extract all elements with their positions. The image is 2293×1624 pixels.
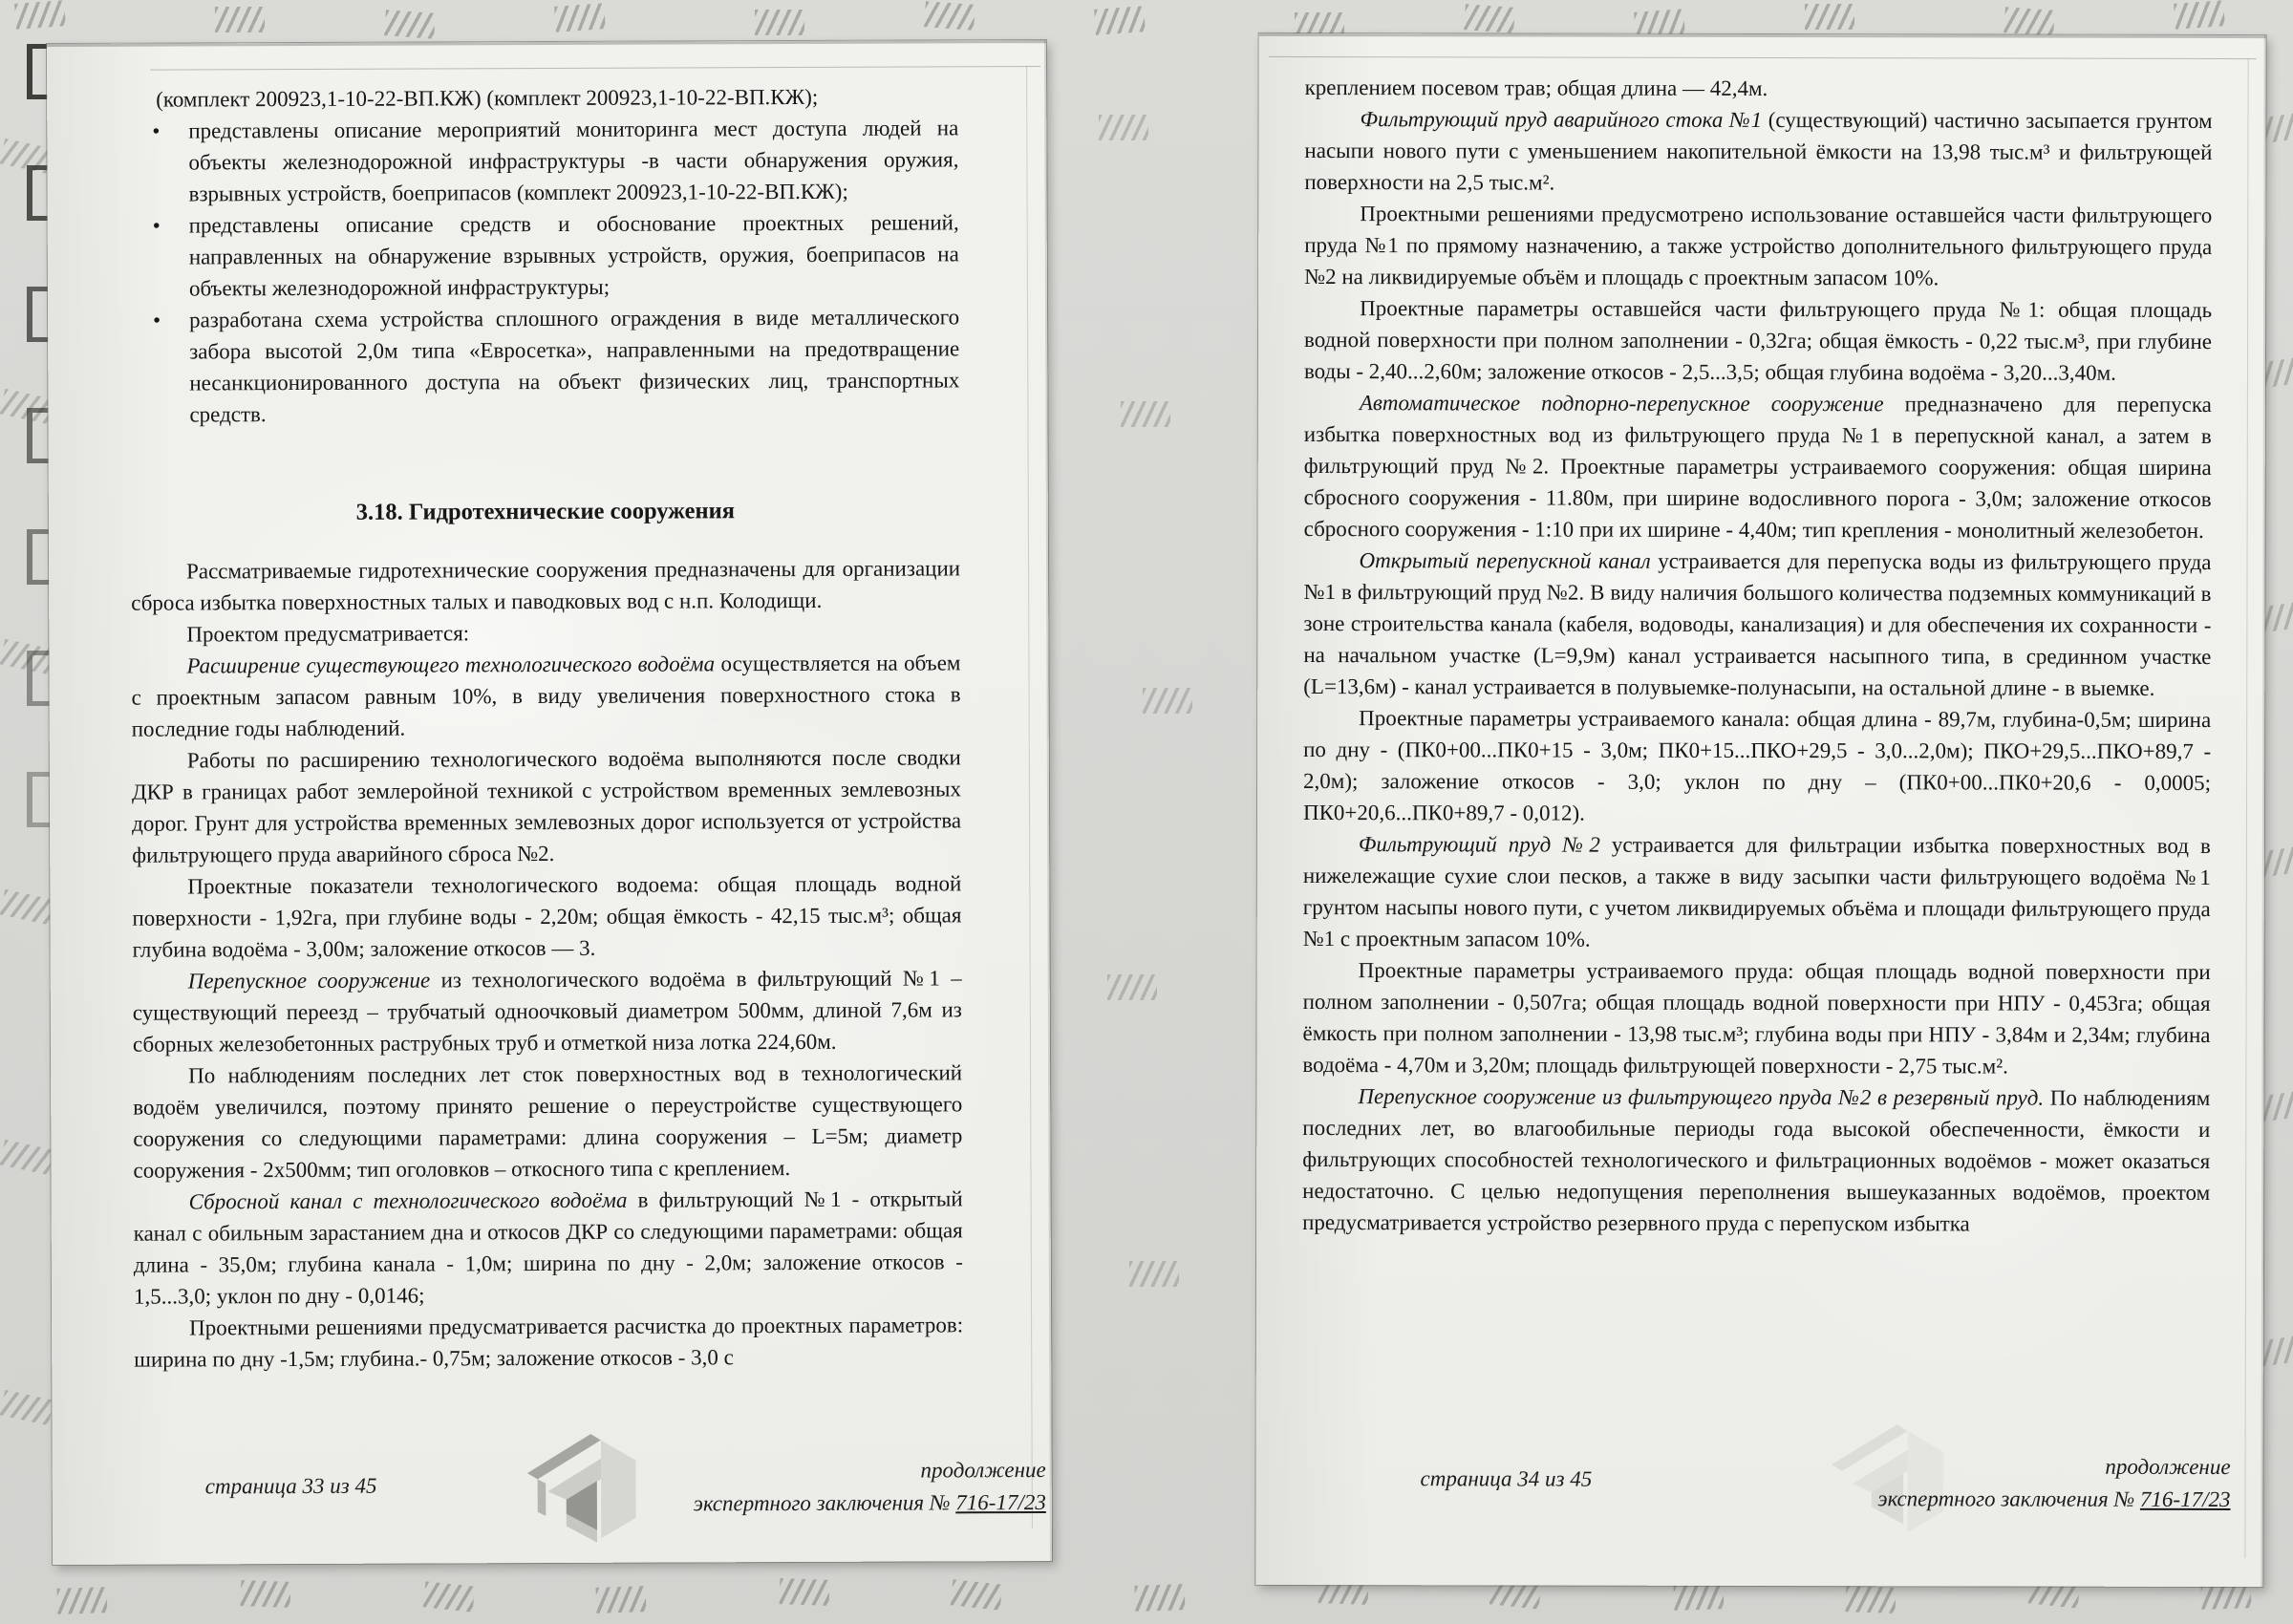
paragraph bbox=[1304, 198, 2212, 294]
conclusion-number: 716-17/23 bbox=[955, 1490, 1046, 1515]
hatch-mark bbox=[1107, 974, 1157, 1000]
paragraph bbox=[1304, 292, 2212, 389]
hatch-mark bbox=[2004, 7, 2055, 36]
paragraph-lead: Сбросной канал с технологического водоёма bbox=[188, 1187, 628, 1214]
paragraph-text: Проектом предусматривается: bbox=[186, 621, 470, 647]
paragraph-text: Проектные параметры оставшейся части фильтрующего пруда №1: общая площадь водной поверхности при полном заполнении - 0,32га; общая ёмкость - 0,22 тыс.м³, при глубине воды - 2,40...2,60м; заложение откосов - 2,5...3,5; общая глубина водоёма - 3,20...3,40м. bbox=[1303, 296, 2213, 385]
paragraph-text: креплением посевом трав; общая длина — 42,4м. bbox=[1304, 75, 1768, 101]
bullet-item: • представлены описание средств и обоснование проектных решений, направленных на обнаружение взрывных устройств, оружия, боеприпасов на объекты железнодорожной инфраструктуры; bbox=[130, 206, 959, 304]
paragraph-text: устраивается для фильтрации избытка поверхностных вод в нижележащие сухие слои песков, а также в виду засыпки части фильтрующего водоёма №1 грунтом насыпы нового пути, с учетом ликвидируемых объёма и площади фильтрующего пруда №1 с проектным запасом 10%. bbox=[1302, 832, 2211, 951]
paragraph-text: По наблюдениям последних лет сток поверхностных вод в технологический водоём увеличился, поэтому принято решение о переустройстве существующего сооружения со следующими параметрами: длина сооружения – L=5м; диаметр сооружения - 2х500мм; тип оголовков – откосного типа с креплением. bbox=[133, 1060, 963, 1183]
paragraph bbox=[1302, 954, 2210, 1082]
hatch-mark bbox=[1846, 1586, 1897, 1613]
paragraph-text: Проектные параметры устраиваемого пруда: общая площадь водной поверхности при полном заполнении - 0,507га; общая площадь водной поверхности при НПУ - 0,453га; общая ёмкость при полном заполнении - 13,98 тыс.м³; глубина воды при НПУ - 3,84м и 2,34м; глубина водоёма - 4,70м и 3,20м; площадь фильтрующей поверхности - 2,75 тыс.м². bbox=[1302, 958, 2211, 1079]
hatch-mark bbox=[57, 1587, 108, 1614]
hatch-mark bbox=[2259, 1335, 2293, 1367]
page-text-column bbox=[1302, 72, 2213, 1240]
paragraph-lead: Перепускное сооружение из фильтрующего пруда №2 в резервный пруд. bbox=[1358, 1084, 2045, 1110]
hatch-mark bbox=[241, 1580, 291, 1608]
hatch-mark bbox=[596, 1586, 647, 1613]
continuation-note-line1: продолжение bbox=[2105, 1454, 2231, 1480]
binding-mark bbox=[27, 651, 52, 706]
paragraph-text: в фильтрующий №1 - открытый канал с обильным зарастанием дна и откосов ДКР со следующими параметрами: общая длина - 35,0м; глубина канала - 1,0м; ширина по дну - 2,0м; заложение откосов - 1,5...3,0; уклон по дну - 0,0146; bbox=[133, 1186, 963, 1309]
paragraph bbox=[133, 1057, 963, 1186]
page-edge-line bbox=[1026, 66, 1033, 1528]
hatch-mark bbox=[1135, 1584, 1186, 1612]
paragraph-lead: Фильтрующий пруд №2 bbox=[1358, 832, 1600, 857]
hatch-mark bbox=[0, 1140, 54, 1175]
hatch-mark bbox=[1121, 401, 1170, 427]
paragraph-lead: Открытый перепускной канал bbox=[1359, 548, 1651, 573]
bullet-item: • представлены описание мероприятий мониторинга мест доступа людей на объекты железнодорожной инфраструктуры -в части обнаружения оружия, взрывных устройств, боеприпасов (комплект 200923,1-10-22-ВП.КЖ); bbox=[129, 112, 958, 209]
paragraph-text: Проектные показатели технологического водоема: общая площадь водной поверхности - 1,92га, при глубине воды - 2,20м; общая ёмкость - 42,15 тыс.м³; общая глубина водоёма - 3,00м; заложение откосов — 3. bbox=[132, 871, 962, 962]
paragraph-text: По наблюдениям последних лет, во влагообильные периоды года высокой обеспеченности, ёмкости и фильтрующих способностей технологического и фильтрационных водоёмов - может оказаться недостаточно. С целью недопущения переполнения вышеуказанных водоёмов, проектом предусматривается устройство резервного пруда с перепуском избытка bbox=[1302, 1085, 2211, 1236]
paragraph bbox=[1304, 103, 2212, 200]
paragraph-lead: Фильтрующий пруд аварийного стока №1 bbox=[1360, 107, 1763, 133]
hatch-mark bbox=[951, 1580, 1003, 1611]
hatch-mark bbox=[924, 1, 975, 31]
paragraph bbox=[133, 962, 962, 1059]
page-edge-line bbox=[150, 66, 1040, 71]
paragraph bbox=[134, 1183, 964, 1312]
paragraph bbox=[1303, 702, 2211, 830]
conclusion-number: 716-17/23 bbox=[2139, 1486, 2231, 1512]
hatch-mark bbox=[0, 889, 54, 925]
page-footer bbox=[52, 1418, 1052, 1565]
page-left bbox=[47, 40, 1052, 1565]
paragraph-text: осуществляется на объем с проектным запасом равным 10%, в виду увеличения поверхностного стока в последние годы наблюдений. bbox=[131, 651, 961, 741]
paragraph-text: Работы по расширению технологического водоёма выполняются после сводки ДКР в границах работ землеройной техникой с устройством временных землевозных дорог. Грунт для устройства временных землевозных дорог используется от устройства фильтрующего пруда аварийного сброса №2. bbox=[131, 745, 962, 867]
page-edge-line bbox=[2244, 58, 2248, 1558]
continuation-note bbox=[694, 1454, 1046, 1520]
page-number-label: страница 34 из 45 bbox=[1420, 1466, 1593, 1491]
paragraph bbox=[1303, 828, 2211, 956]
hatch-mark bbox=[1805, 4, 1854, 30]
paragraph bbox=[134, 1309, 963, 1375]
paragraph-text: предназначено для перепуска избытка поверхностных вод из фильтрующего пруда №1 в перепускной канал, а затем в фильтрующий пруд №2. Проектные параметры устраиваемого сооружения: общая ширина сбросного сооружения - 11.80м, при ширине водосливного порога - 3,0м; заложение откосов сбросного сооружения - 1:10 при их ширине - 4,40м; тип крепления - монолитный железобетон. bbox=[1303, 392, 2212, 543]
hatch-mark bbox=[1674, 1583, 1725, 1611]
paragraph bbox=[131, 615, 960, 650]
hatch-mark bbox=[2259, 1090, 2293, 1122]
paragraph-text: Проектные параметры устраиваемого канала: общая длина - 89,7м, глубина-0,5м; ширина по дну - (ПК0+00...ПК0+15 - 3,0м; ПК0+15...ПКО+29,5 - 3,0...2,0м); ПКО+29,5...ПКО+89,7 - 2,0м); заложение откосов - 3,0; уклон по дну – (ПК0+00...ПК0+20,6 - 0,0005; ПК0+20,6...ПК0+89,7 - 0,012). bbox=[1302, 706, 2212, 825]
paragraph bbox=[1303, 545, 2211, 704]
paragraph-lead: Автоматическое подпорно-перепускное сооружение bbox=[1359, 391, 1884, 417]
bullet-item: • разработана схема устройства сплошного ограждения в виде металлического забора высотой 2,0м типа «Евросетка», направленными на предотвращение несанкционированного доступа на объект физических лиц, транспортных средств. bbox=[130, 301, 960, 430]
page-edge-line bbox=[1269, 56, 2257, 59]
hatch-mark bbox=[14, 0, 66, 30]
page-text-column bbox=[129, 80, 963, 1375]
paragraph-lead: Перепускное сооружение bbox=[187, 968, 431, 994]
hatch-mark bbox=[2174, 0, 2225, 30]
hatch-mark bbox=[1099, 115, 1148, 140]
hatch-mark bbox=[384, 10, 436, 39]
paragraph bbox=[131, 552, 960, 618]
paragraph-text: из технологического водоёма в фильтрующий №1 – существующий переезд – трубчатый одноочковый диаметром 500мм, длиной 7,6м из сборных железобетонных раструбных труб и отметкой низа лотка 224,60м. bbox=[132, 966, 962, 1057]
paragraph bbox=[1302, 1080, 2210, 1240]
paragraph bbox=[1304, 387, 2212, 546]
hatch-mark bbox=[215, 7, 265, 32]
paragraph-text: Рассматриваемые гидротехнические сооружения предназначены для организации сброса избытка поверхностных талых и паводковых вод с н.п. Колодищи. bbox=[131, 556, 961, 615]
paragraph-text: устраивается для перепуска воды из фильтрующего пруда №1 в фильтрующий пруд №2. В виду наличия большого количества подземных коммуникаций в зоне строительства канала (кабеля, водоводы, канализация) и для обеспечения их сохранности - на начальном участке (L=9,9м) канал устраивается насыпного типа, в срединном участке (L=13,6м) - канал устраивается в полувыемке-полунасыпи, на остальной длине - в выемке. bbox=[1303, 548, 2212, 700]
section-heading: 3.18. Гидротехнические сооружения bbox=[355, 498, 736, 525]
paragraph-continuation: (комплект 200923,1-10-22-ВП.КЖ) (комплект 200923,1-10-22-ВП.КЖ); bbox=[156, 84, 819, 112]
page-number-label: страница 33 из 45 bbox=[204, 1473, 377, 1499]
paragraph bbox=[132, 741, 962, 870]
hatch-mark bbox=[554, 3, 606, 32]
hatch-mark bbox=[1094, 6, 1146, 35]
hatch-mark bbox=[1129, 1261, 1179, 1287]
continuation-note-line2: экспертного заключения № 716-17/23 bbox=[1877, 1486, 2231, 1512]
paragraph-text: (существующий) частично засыпается грунтом насыпи нового пути с уменьшением накопительной ёмкости на 13,98 тыс.м³ и фильтрующей поверхности на 2,5 тыс.м². bbox=[1304, 108, 2213, 195]
page-right bbox=[1255, 33, 2265, 1587]
hatch-mark bbox=[1464, 4, 1515, 33]
page-footer bbox=[1255, 1422, 2262, 1529]
hatch-mark bbox=[755, 10, 804, 35]
company-logo bbox=[525, 1416, 638, 1559]
hatch-mark bbox=[780, 1578, 830, 1606]
continuation-note bbox=[1877, 1450, 2230, 1516]
paragraph bbox=[1305, 72, 2213, 105]
hatch-mark bbox=[0, 1390, 54, 1425]
continuation-note-line1: продолжение bbox=[920, 1458, 1046, 1483]
paragraph-lead: Расширение существующего технологического водоёма bbox=[186, 652, 716, 678]
paragraph-text: Проектными решениями предусмотрено использование оставшейся части фильтрующего пруда №1 по прямому назначению, а также устройство дополнительного фильтрующего пруда №2 на ликвидируемые объём и площадь с проектным запасом 10%. bbox=[1304, 202, 2213, 290]
hatch-mark bbox=[1143, 688, 1192, 714]
hatch-mark bbox=[423, 1581, 476, 1612]
paragraph bbox=[131, 647, 960, 744]
continuation-note-line2: экспертного заключения № 716-17/23 bbox=[693, 1490, 1046, 1516]
binding-mark bbox=[27, 772, 52, 827]
paragraph-text: Проектными решениями предусматривается расчистка до проектных параметров: ширина по дну -1,5м; глубина.- 0,75м; заложение откосов - 3,0 с bbox=[134, 1313, 964, 1372]
paragraph bbox=[132, 867, 961, 965]
